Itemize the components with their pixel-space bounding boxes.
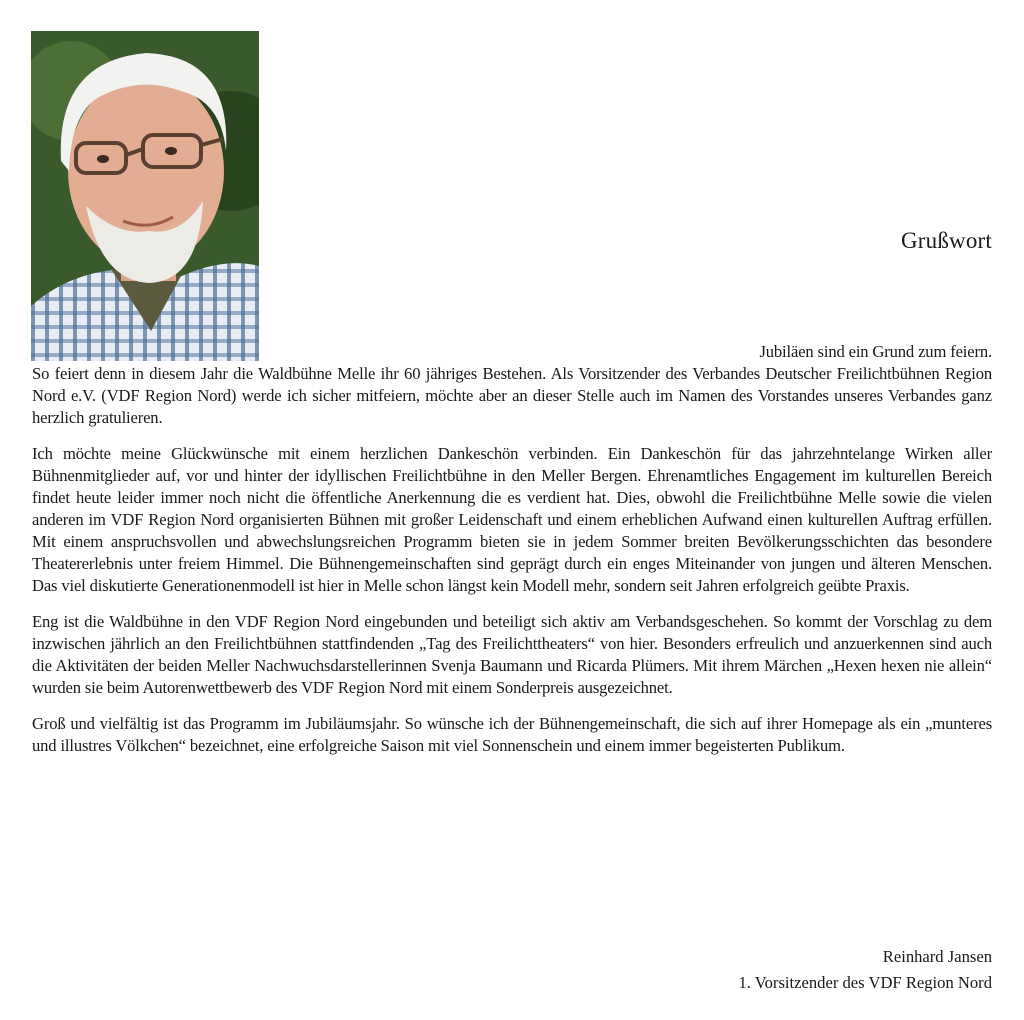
portrait-illustration [31,31,259,361]
paragraph-4: Groß und vielfältig ist das Programm im Jubiläumsjahr. So wünsche ich der Bühnengemeinschaft, die sich auf ihrer Homepage als ein „munteres und illustres Völkchen“ bezeichnet, eine erfolgreiche Saison mit viel Sonnenschein und einem immer begeisterten Publikum. [32,714,992,755]
paragraph-1: So feiert denn in diesem Jahr die Waldbühne Melle ihr 60 jähriges Bestehen. Als Vorsitzender des Verbandes Deutscher Freilichtbühnen Region Nord e.V. (VDF Region Nord) werde ich sicher mitfeiern, möchte aber an dieser Stelle auch im Namen des Vorstandes unseres Verbandes ganz herzlich gratulieren. [32,364,992,427]
signature-name: Reinhard Jansen [882,947,992,966]
paragraph-3: Eng ist die Waldbühne in den VDF Region Nord eingebunden und beteiligt sich aktiv am Verbandsgeschehen. So kommt der Vorschlag zu dem inzwischen jährlich an den Freilichtbühnen stattfindenden „Tag des Freilichttheaters“ von hier. Besonders erfreulich und anzuerkennen sind auch die Aktivitäten der beiden Meller Nachwuchsdarstellerinnen Svenja Baumann und Ricarda Plümers. Mit ihrem Märchen „Hexen hexen nie allein“ wurden sie beim Autorenwettbewerb des VDF Region Nord mit einem Sonderpreis ausgezeichnet. [32,612,992,697]
paragraph-2: Ich möchte meine Glückwünsche mit einem herzlichen Dankeschön verbinden. Ein Dankeschön für das jahrzehntelange Wirken aller Bühnenmitglieder auf, vor und hinter der idyllischen Freilichtbühne in den Meller Bergen. Ehrenamtliches Engagement im kulturellen Bereich findet heute leider immer noch nicht die öffentliche Anerkennung die es verdient hat. Dies, obwohl die Freilichtbühne Melle sowie die vielen anderen im VDF Region Nord organisierten Bühnen mit großer Leidenschaft und einem erheblichen Aufwand einen kulturellen Auftrag erfüllen. Mit einem anspruchsvollen und abwechslungsreichen Programm bieten sie in jedem Sommer breiten Bevölkerungsschichten das besondere Theatererlebnis unter freiem Himmel. Die Bühnengemeinschaften sind geprägt durch ein enges Miteinander von jungen und älteren Menschen. Das viel diskutierte Generationenmodell ist hier in Melle schon längst kein Modell mehr, sondern seit Jahren erfolgreich geübte Praxis. [32,444,992,595]
opening-line: Jubiläen sind ein Grund zum feiern. [759,342,992,361]
signature-block [739,944,993,996]
signature-role: 1. Vorsitzender des VDF Region Nord [738,973,992,992]
letter-body [32,341,992,771]
portrait-photo [31,31,259,361]
page-title: Grußwort [900,228,992,253]
